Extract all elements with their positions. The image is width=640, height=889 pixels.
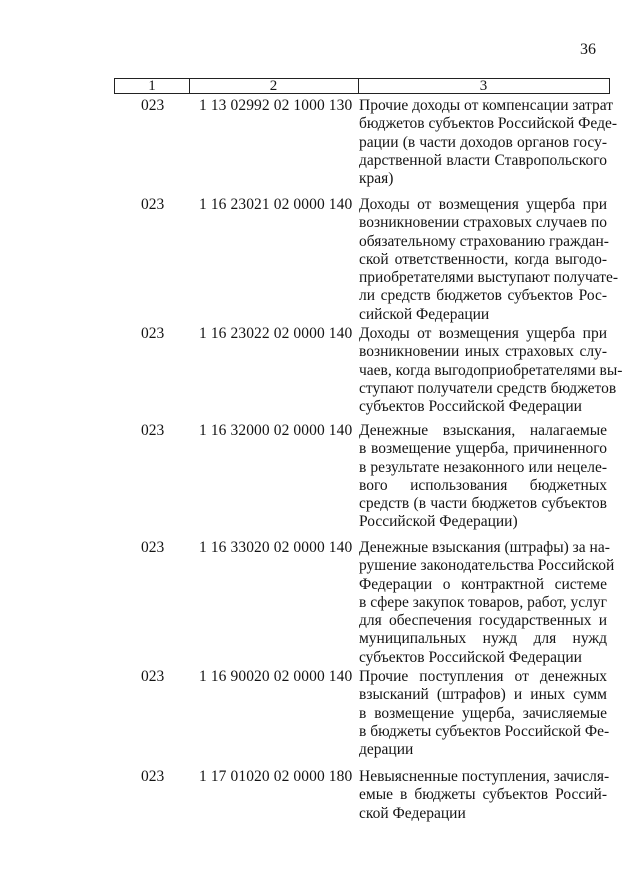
budget-classification-code: 1 13 02992 02 1000 130 [199, 97, 353, 114]
income-name-line: возникновении страховых случаев по [359, 214, 608, 232]
income-name [359, 97, 618, 188]
income-name-line: субъектов Российской Федерации [359, 398, 582, 416]
page-number: 36 [580, 41, 596, 58]
budget-classification-code: 1 16 33020 02 0000 140 [199, 539, 353, 556]
income-name-line: ступают получатели средств бюджетов [359, 379, 617, 397]
income-name-line: взысканий (штрафов) и иных сумм [359, 686, 607, 704]
income-name-line: сийской Федерации [359, 305, 490, 323]
income-name-line: в возмещение ущерба, причиненного [359, 440, 607, 458]
income-name [359, 768, 610, 823]
income-name-line: в бюджеты субъектов Российской Фе- [359, 722, 610, 740]
header-col-2: 2 [189, 79, 359, 93]
income-name-line: дарственной власти Ставропольского [359, 151, 607, 169]
income-name-line: в результате незаконного или нецеле- [359, 458, 607, 476]
admin-code: 023 [141, 422, 165, 439]
header-col-3: 3 [479, 78, 488, 94]
budget-classification-code: 1 16 90020 02 0000 140 [199, 668, 353, 685]
income-name [359, 325, 623, 416]
income-name-line: бюджетов субъектов Российской Феде- [359, 115, 618, 133]
income-name-line: ской Федерации [359, 804, 466, 822]
income-name [359, 196, 619, 324]
income-name-line: Денежные взыскания (штрафы) за на- [359, 539, 610, 556]
income-name-line: для обеспечения государственных и [359, 612, 607, 630]
income-name-line: ской ответственности, когда выгодо- [359, 250, 607, 268]
budget-classification-code: 1 17 01020 02 0000 180 [199, 768, 353, 785]
income-name-line: приобретателями выступают получате- [359, 269, 619, 287]
admin-code: 023 [141, 196, 165, 213]
income-name-line: чаев, когда выгодоприобретателями вы- [359, 361, 623, 379]
income-name [359, 422, 607, 532]
income-name-line: средств (в части бюджетов субъектов [359, 495, 607, 513]
income-name-line: Федерации о контрактной системе [359, 575, 607, 593]
income-name [359, 668, 610, 759]
income-name-line: рации (в части доходов органов госу- [359, 133, 607, 151]
table-header [114, 78, 610, 94]
income-name-line: края) [359, 170, 394, 188]
budget-classification-code: 1 16 32000 02 0000 140 [199, 422, 353, 439]
income-name-line: ли средств бюджетов субъектов Рос- [359, 287, 607, 305]
income-name-line: рушение законодательства Российской [359, 557, 615, 575]
admin-code: 023 [141, 539, 165, 556]
income-name-line: в сфере закупок товаров, работ, услуг [359, 593, 607, 611]
income-name-line: Прочие поступления от денежных [359, 668, 607, 685]
budget-classification-code: 1 16 23021 02 0000 140 [199, 196, 353, 213]
income-name-line: вого использования бюджетных [359, 476, 607, 494]
admin-code: 023 [141, 97, 165, 114]
admin-code: 023 [141, 325, 165, 342]
income-name [359, 539, 615, 667]
income-name-line: Прочие доходы от компенсации затрат [359, 97, 613, 114]
admin-code: 023 [141, 668, 165, 685]
admin-code: 023 [141, 768, 165, 785]
budget-classification-code: 1 16 23022 02 0000 140 [199, 325, 353, 342]
income-name-line: Невыясненные поступления, зачисля- [359, 768, 610, 785]
income-name-line: в возмещение ущерба, зачисляемые [359, 704, 607, 722]
income-name-line: дерации [359, 741, 414, 759]
income-name-line: муниципальных нужд для нужд [359, 630, 607, 648]
income-name-line: субъектов Российской Федерации [359, 648, 582, 666]
header-col-1: 1 [115, 79, 190, 93]
income-name-line: обязательному страхованию граждан- [359, 232, 609, 250]
income-name-line: Доходы от возмещения ущерба при [359, 325, 607, 342]
income-name-line: Денежные взыскания, налагаемые [359, 422, 607, 439]
income-name-line: возникновении иных страховых слу- [359, 343, 607, 361]
income-name-line: Российской Федерации) [359, 513, 518, 531]
income-name-line: Доходы от возмещения ущерба при [359, 196, 607, 213]
income-name-line: емые в бюджеты субъектов Россий- [359, 786, 607, 804]
